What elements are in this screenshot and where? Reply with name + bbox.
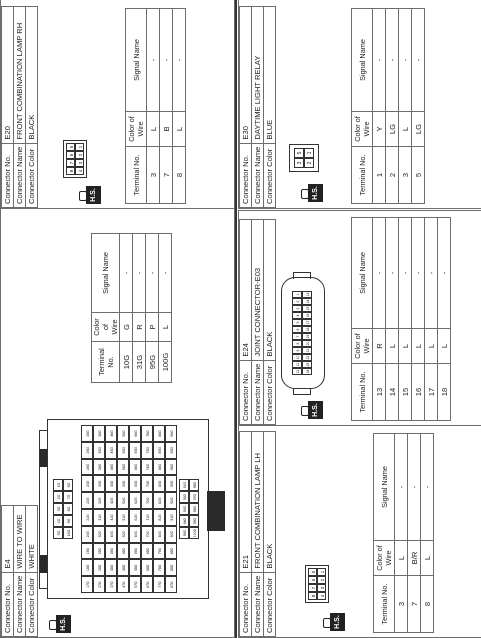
connector-name: JOINT CONNECTOR-E03 xyxy=(252,219,264,360)
connector-pin: 23 xyxy=(302,361,312,368)
connector-pin: 80G xyxy=(153,526,165,543)
connector-pin: 2 xyxy=(317,576,326,584)
connector-pin: 45G xyxy=(105,442,117,459)
connector-color: BLACK xyxy=(26,6,38,143)
table-row: 7 B/R - xyxy=(408,434,421,633)
connector-pin: 78G xyxy=(153,559,165,576)
connector-no: E30 xyxy=(240,6,252,143)
connector-pin: 25G xyxy=(81,442,93,459)
connector-pin: 66G xyxy=(129,425,141,442)
connector-pin: 12 xyxy=(292,368,302,375)
connector-pin: 7G xyxy=(63,491,73,503)
connector-pin: 24G xyxy=(81,459,93,476)
connector-pin: 31G xyxy=(93,509,105,526)
connector-pin: 24 xyxy=(302,368,312,375)
connector-info-table: Connector No. E30 Connector Name DAYTIME LIGHT RELAY Connector Color BLUE xyxy=(239,6,276,208)
connector-pin: 94G xyxy=(165,459,177,476)
terminal-table: Terminal No. Color of Wire Signal Name 3 L - 7 B/R - 8 L - xyxy=(373,433,434,633)
connector-pin: 71G xyxy=(141,509,153,526)
connector-panel-e21 xyxy=(238,425,481,638)
connector-pin: 17G xyxy=(81,576,93,593)
connector-color: WHITE xyxy=(26,505,38,572)
connector-pin: 4 xyxy=(292,312,302,319)
connector-face-e20 xyxy=(63,140,87,178)
table-row: 14 L - xyxy=(386,218,399,421)
connector-pin: 8 xyxy=(66,167,75,175)
connector-face-e24 xyxy=(281,277,325,389)
connector-pin: 5G xyxy=(53,527,63,539)
connector-pin: 4 xyxy=(75,167,84,175)
connector-pin: 99G xyxy=(189,515,199,527)
connector-pin: 16 xyxy=(302,312,312,319)
connector-pin: 35G xyxy=(93,442,105,459)
connector-info-table: Connector No. E4 Connector Name WIRE TO WIRE Connector Color WHITE xyxy=(1,505,38,637)
connector-pin: 97G xyxy=(189,491,199,503)
connector-pin: 62G xyxy=(129,492,141,509)
connector-pin: 15 xyxy=(302,305,312,312)
connector-pin: 3 xyxy=(317,584,326,592)
table-row: 10G G - xyxy=(120,234,133,383)
terminal-table: Terminal No. Color of Wire Signal Name 1 Y - 2 LG - 3 L - 5 LG - xyxy=(351,8,425,204)
connector-name: FRONT COMBINATION LAMP RH xyxy=(14,6,26,143)
connector-pin: 2 xyxy=(292,298,302,305)
connector-pin: 22 xyxy=(302,354,312,361)
connector-pin: 9 xyxy=(292,347,302,354)
connector-pin: 26G xyxy=(81,425,93,442)
connector-pin: 11 xyxy=(292,361,302,368)
connector-pin: 96G xyxy=(165,425,177,442)
connector-pin: 58G xyxy=(129,559,141,576)
connector-pin: 1 xyxy=(317,568,326,576)
table-row: 3 L - xyxy=(399,9,412,204)
connector-panel-e24 xyxy=(238,210,481,426)
connector-pin: 13 xyxy=(302,291,312,298)
table-row: 15 L - xyxy=(399,218,412,421)
connector-face-e4 xyxy=(39,413,229,609)
terminal-table: Terminal No. Color of Wire Signal Name 10G G - 31G R - 95G P - 100G L - xyxy=(91,233,172,383)
connector-pin: 28G xyxy=(93,559,105,576)
connector-pin: 96G xyxy=(189,479,199,491)
connector-pin: 8 xyxy=(308,592,317,600)
connector-pin: 5 xyxy=(292,319,302,326)
connector-pin: 73G xyxy=(141,475,153,492)
terminal-table: Terminal No. Color of Wire Signal Name 13 R - 14 L - 15 L - 16 L - 17 L - 18 L - xyxy=(351,217,451,421)
connector-pin: 22G xyxy=(81,492,93,509)
connector-no: E21 xyxy=(240,431,252,572)
table-row: 1 Y - xyxy=(373,9,386,204)
connector-no: E20 xyxy=(2,6,14,143)
pin-grid-main xyxy=(81,425,177,593)
harness-side-icon: H.S. xyxy=(323,613,345,631)
connector-face-e21 xyxy=(305,565,329,603)
connector-pin: 42G xyxy=(105,492,117,509)
harness-side-icon: H.S. xyxy=(301,401,323,419)
connector-pin: 21G xyxy=(81,509,93,526)
connector-pin: 51G xyxy=(117,509,129,526)
connector-pin: 1 xyxy=(304,148,314,158)
connector-name: FRONT COMBINATION LAMP LH xyxy=(252,431,264,572)
connector-pin: 6 xyxy=(292,326,302,333)
connector-pin: 5 xyxy=(66,143,75,151)
connector-pin: 89G xyxy=(165,543,177,560)
connector-pin: 95G xyxy=(179,527,189,539)
connector-pin: 7 xyxy=(308,584,317,592)
connector-pin: 17 xyxy=(302,319,312,326)
connector-pin: 64G xyxy=(129,459,141,476)
connector-pin: 2 xyxy=(304,158,314,168)
connector-pin: 92G xyxy=(179,491,189,503)
table-row: 8 L - xyxy=(173,9,186,204)
connector-pin: 21 xyxy=(302,347,312,354)
connector-pin: 43G xyxy=(105,475,117,492)
connector-pin: 10 xyxy=(292,354,302,361)
connector-pin: 52G xyxy=(117,492,129,509)
connector-pin: 88G xyxy=(165,559,177,576)
connector-pin: 55G xyxy=(117,442,129,459)
connector-pin: 29G xyxy=(93,543,105,560)
connector-color: BLUE xyxy=(264,6,276,143)
table-row: 7 B - xyxy=(160,9,173,204)
connector-pin: 56G xyxy=(117,425,129,442)
connector-pin: 41G xyxy=(105,509,117,526)
connector-pin: 20 xyxy=(302,340,312,347)
connector-pin: 77G xyxy=(153,576,165,593)
table-row: 3 L - xyxy=(395,434,408,633)
connector-name: WIRE TO WIRE xyxy=(14,505,26,572)
connector-pin: 3 xyxy=(75,159,84,167)
harness-side-icon: H.S. xyxy=(79,186,101,204)
connector-pin: 32G xyxy=(93,492,105,509)
connector-pin: 1G xyxy=(53,479,63,491)
connector-pin: 27G xyxy=(93,576,105,593)
connector-color: BLACK xyxy=(264,219,276,360)
connector-info-table: Connector No. E20 Connector Name FRONT COMBINATION LAMP RH Connector Color BLACK xyxy=(1,6,38,208)
connector-pin: 57G xyxy=(129,576,141,593)
connector-pin: 76G xyxy=(141,425,153,442)
connector-pin: 4G xyxy=(53,515,63,527)
connector-pin: 7 xyxy=(66,159,75,167)
connector-pin: 8G xyxy=(63,503,73,515)
connector-pin: 100G xyxy=(189,527,199,539)
connector-pin: 46G xyxy=(105,425,117,442)
table-row: 17 L - xyxy=(425,218,438,421)
connector-pin: 3 xyxy=(294,158,304,168)
connector-pin: 79G xyxy=(153,543,165,560)
connector-pin: 18 xyxy=(302,326,312,333)
connector-pin: 40G xyxy=(105,526,117,543)
connector-pin: 72G xyxy=(141,492,153,509)
connector-pin: 47G xyxy=(117,576,129,593)
connector-pin: 53G xyxy=(117,475,129,492)
connector-pin: 6 xyxy=(308,576,317,584)
connector-pin: 16G xyxy=(63,527,73,539)
connector-no: E4 xyxy=(2,505,14,572)
table-row: 3 L - xyxy=(147,9,160,204)
connector-pin: 91G xyxy=(179,479,189,491)
connector-pin: 83G xyxy=(153,475,165,492)
connector-pin: 18G xyxy=(81,559,93,576)
connector-pin: 69G xyxy=(141,543,153,560)
connector-pin: 34G xyxy=(93,459,105,476)
connector-pin: 38G xyxy=(105,559,117,576)
connector-panel-e20 xyxy=(0,0,235,209)
connector-pin: 44G xyxy=(105,459,117,476)
connector-pin: 14 xyxy=(302,298,312,305)
connector-panel-e4 xyxy=(0,208,235,638)
connector-pin: 6G xyxy=(63,479,73,491)
connector-pin: 86G xyxy=(153,425,165,442)
connector-pin: 5 xyxy=(294,148,304,158)
connector-pin: 7 xyxy=(292,333,302,340)
pin-grid-bottom xyxy=(179,479,199,539)
table-row: 18 L - xyxy=(438,218,451,421)
connector-pin: 39G xyxy=(105,543,117,560)
connector-pin: 94G xyxy=(179,515,189,527)
connector-pin: 30G xyxy=(93,526,105,543)
table-row: 100G L - xyxy=(159,234,172,383)
connector-info-table: Connector No. E24 Connector Name JOINT CONNECTOR-E03 Connector Color BLACK xyxy=(239,219,276,425)
harness-side-icon: H.S. xyxy=(49,615,71,633)
connector-pin: 48G xyxy=(117,559,129,576)
connector-pin: 8 xyxy=(292,340,302,347)
connector-pin: 54G xyxy=(117,459,129,476)
connector-pin: 81G xyxy=(153,509,165,526)
connector-pin: 91G xyxy=(165,509,177,526)
connector-pin: 90G xyxy=(165,526,177,543)
connector-pin: 23G xyxy=(81,475,93,492)
table-row: 2 LG - xyxy=(386,9,399,204)
connector-pin: 1 xyxy=(292,291,302,298)
connector-pin: 82G xyxy=(153,492,165,509)
connector-pin: 93G xyxy=(179,503,189,515)
connector-pin: 87G xyxy=(165,576,177,593)
connector-pin: 5 xyxy=(308,568,317,576)
table-row: 31G R - xyxy=(133,234,146,383)
connector-pin: 19G xyxy=(81,543,93,560)
connector-pin: 20G xyxy=(81,526,93,543)
connector-pin: 2G xyxy=(53,491,63,503)
connector-pin: 59G xyxy=(129,543,141,560)
connector-pin: 6 xyxy=(66,151,75,159)
terminal-table: Terminal No. Color of Wire Signal Name 3 L - 7 B - 8 L - xyxy=(125,8,186,204)
connector-pin: 93G xyxy=(165,475,177,492)
connector-pin: 67G xyxy=(141,576,153,593)
connector-pin: 36G xyxy=(93,425,105,442)
table-row: 13 R - xyxy=(373,218,386,421)
connector-name: DAYTIME LIGHT RELAY xyxy=(252,6,264,143)
connector-panel-e30 xyxy=(238,0,481,209)
connector-pin: 33G xyxy=(93,475,105,492)
connector-pin: 98G xyxy=(189,503,199,515)
connector-pin: 2 xyxy=(75,151,84,159)
connector-pin: 50G xyxy=(117,526,129,543)
connector-pin: 68G xyxy=(141,559,153,576)
harness-side-icon: H.S. xyxy=(301,184,323,202)
connector-pin: 1 xyxy=(75,143,84,151)
connector-pin: 61G xyxy=(129,509,141,526)
connector-color: BLACK xyxy=(264,431,276,572)
connector-pin: 37G xyxy=(105,576,117,593)
connector-pin: 65G xyxy=(129,442,141,459)
connector-pin: 9G xyxy=(63,515,73,527)
connector-pin: 19 xyxy=(302,333,312,340)
connector-pin: 3G xyxy=(53,503,63,515)
connector-pin: 49G xyxy=(117,543,129,560)
pin-grid-top xyxy=(53,479,73,539)
table-row: 16 L - xyxy=(412,218,425,421)
connector-pin: 85G xyxy=(153,442,165,459)
connector-pin: 60G xyxy=(129,526,141,543)
connector-pin: 75G xyxy=(141,442,153,459)
connector-pin: 4 xyxy=(317,592,326,600)
connector-pin: 92G xyxy=(165,492,177,509)
table-row: 8 L - xyxy=(421,434,434,633)
connector-face-e30 xyxy=(289,144,319,172)
connector-pin: 3 xyxy=(292,305,302,312)
connector-no: E24 xyxy=(240,219,252,360)
table-row: 5 LG - xyxy=(412,9,425,204)
connector-pin: 74G xyxy=(141,459,153,476)
connector-pin: 70G xyxy=(141,526,153,543)
table-row: 95G P - xyxy=(146,234,159,383)
connector-pin: 63G xyxy=(129,475,141,492)
connector-pin: 95G xyxy=(165,442,177,459)
connector-info-table: Connector No. E21 Connector Name FRONT COMBINATION LAMP LH Connector Color BLACK xyxy=(239,431,276,637)
connector-pin: 84G xyxy=(153,459,165,476)
